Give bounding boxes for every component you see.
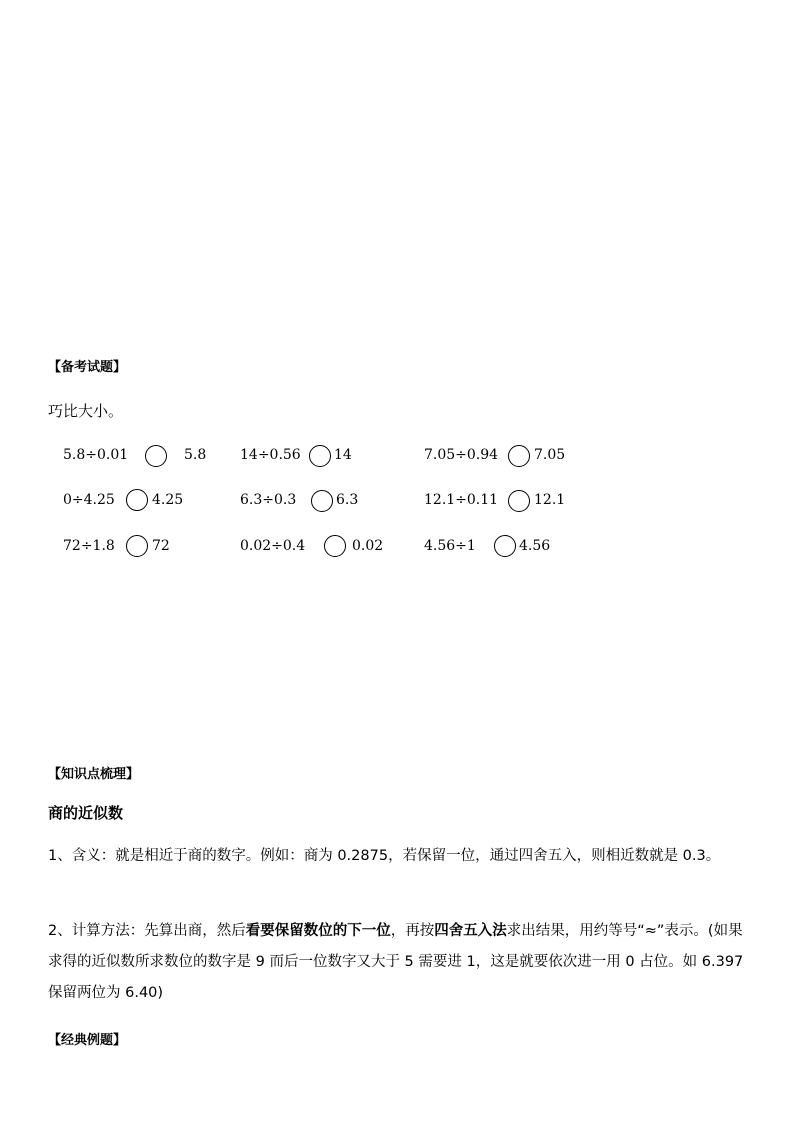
problem-9-right: 4.56 — [519, 538, 551, 554]
section-title-quotient-approximation: 商的近似数 — [48, 804, 124, 822]
method-text-1: 2、计算方法：先算出商，然后 — [48, 923, 246, 939]
comparison-circle-3[interactable] — [508, 445, 530, 467]
comparison-circle-6[interactable] — [508, 490, 530, 512]
comparison-circle-7[interactable] — [126, 535, 148, 557]
method-text-2: ，再按 — [390, 923, 435, 939]
problem-2-left: 14÷0.56 — [240, 447, 301, 463]
problem-3-left: 7.05÷0.94 — [424, 447, 499, 463]
method-bold-2: 四舍五入法 — [434, 923, 507, 939]
comparison-circle-5[interactable] — [311, 490, 333, 512]
problem-9-left: 4.56÷1 — [424, 538, 476, 554]
comparison-circle-1[interactable] — [145, 445, 167, 467]
problem-2-right: 14 — [334, 447, 352, 463]
problem-1-right: 5.8 — [184, 447, 207, 463]
section-header-classic-examples: 【经典例题】 — [48, 1033, 127, 1048]
problem-4-right: 4.25 — [152, 492, 184, 508]
problem-1-left: 5.8÷0.01 — [63, 447, 129, 463]
paragraph-calculation-method — [48, 916, 752, 1009]
problem-5-left: 6.3÷0.3 — [240, 492, 297, 508]
paragraph-definition: 1、含义：就是相近于商的数字。例如：商为 0.2875，若保留一位，通过四舍五入，则相近数就是 0.3。 — [48, 848, 721, 864]
instruction-text: 巧比大小。 — [48, 402, 124, 420]
comparison-circle-4[interactable] — [126, 489, 148, 511]
comparison-circle-8[interactable] — [324, 535, 346, 557]
problem-7-left: 72÷1.8 — [63, 538, 115, 554]
section-header-knowledge-points: 【知识点梳理】 — [48, 767, 140, 782]
problem-7-right: 72 — [152, 538, 170, 554]
method-text-3: 求出结果，用约等号“≈”表示。(如果求得的近似数所求数位的数字是 9 而后一位数字又大于 5 需要进 1，这是就要依次进一用 0 占位。如 6.397 保留两位为 6.40) — [48, 923, 744, 1001]
problem-8-right: 0.02 — [352, 538, 384, 554]
problem-6-left: 12.1÷0.11 — [424, 492, 499, 508]
problem-8-left: 0.02÷0.4 — [240, 538, 306, 554]
comparison-circle-2[interactable] — [309, 445, 331, 467]
problem-3-right: 7.05 — [534, 447, 566, 463]
problem-6-right: 12.1 — [534, 492, 566, 508]
comparison-circle-9[interactable] — [494, 535, 516, 557]
problem-4-left: 0÷4.25 — [63, 492, 115, 508]
section-header-exam-questions: 【备考试题】 — [48, 360, 127, 375]
problem-5-right: 6.3 — [336, 492, 359, 508]
method-bold-1: 看要保留数位的下一位 — [245, 923, 391, 939]
